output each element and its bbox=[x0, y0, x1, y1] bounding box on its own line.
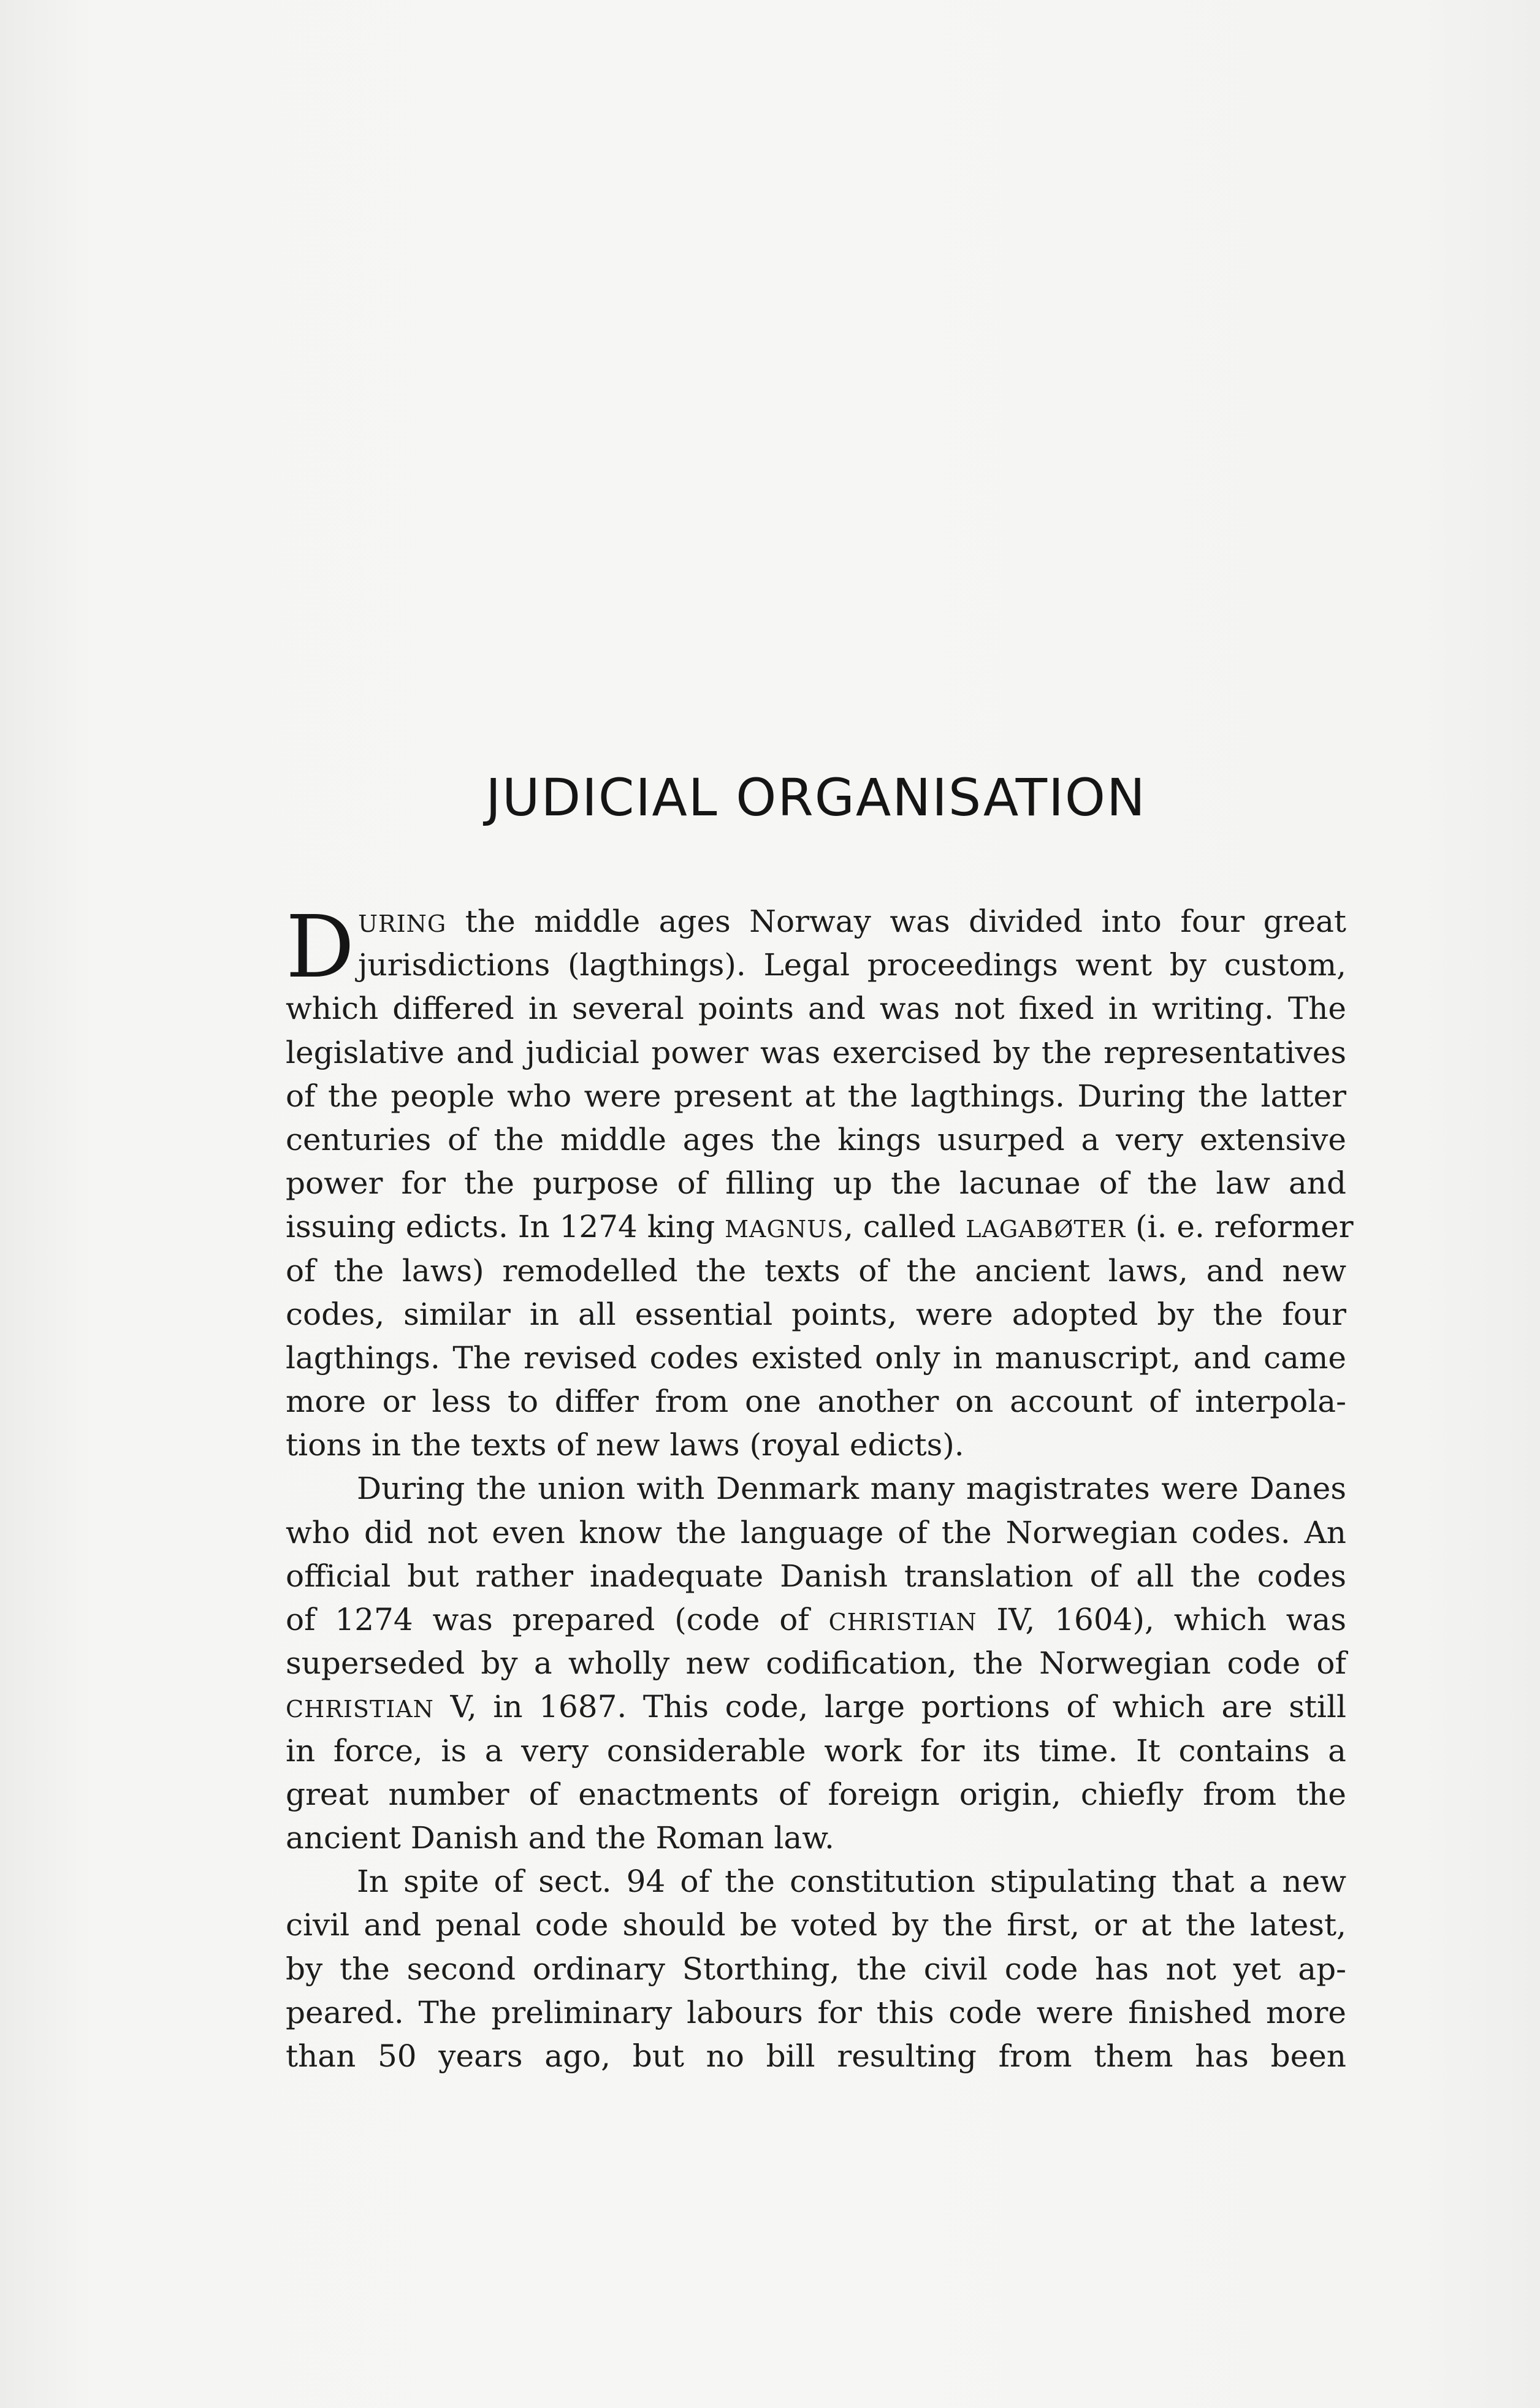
text-run: In spite of sect. 94 of the constitution stipulating that a new bbox=[357, 1864, 1346, 1900]
text-run: power for the purpose of filling up the lacunae of the law and bbox=[286, 1165, 1346, 1202]
small-caps-text: CHRISTIAN bbox=[286, 1696, 434, 1723]
text-run: official but rather inadequate Danish translation of all the codes bbox=[286, 1558, 1346, 1594]
text-run: great number of enactments of foreign origin, chiefly from the bbox=[286, 1776, 1346, 1812]
text-run: ancient Danish and the Roman law. bbox=[286, 1819, 834, 1856]
text-line bbox=[286, 987, 1346, 1031]
text-run: centuries of the middle ages the kings usurped a very extensive bbox=[286, 1121, 1346, 1157]
text-run: which differed in several points and was not fixed in writing. The bbox=[286, 991, 1346, 1027]
text-line bbox=[286, 1685, 1346, 1729]
text-line bbox=[286, 1729, 1346, 1773]
text-line bbox=[286, 1467, 1346, 1511]
text-run: issuing edicts. In 1274 king bbox=[286, 1209, 725, 1245]
text-line bbox=[286, 1773, 1346, 1816]
text-line bbox=[286, 1075, 1346, 1118]
text-line bbox=[286, 1991, 1346, 2035]
text-run: in force, is a very considerable work for its time. It contains a bbox=[286, 1732, 1346, 1769]
text-run: more or less to differ from one another on account of interpola- bbox=[286, 1384, 1346, 1420]
text-line bbox=[286, 1205, 1354, 1249]
small-caps-text: CHRISTIAN bbox=[828, 1609, 977, 1636]
text-line bbox=[286, 1555, 1346, 1598]
text-line bbox=[286, 1423, 1346, 1467]
text-run: lagthings. The revised codes existed only in manuscript, and came bbox=[286, 1339, 1346, 1376]
text-line bbox=[286, 1249, 1346, 1293]
body-text bbox=[286, 897, 1354, 2078]
text-line bbox=[286, 1860, 1346, 1903]
paragraph-2 bbox=[286, 1467, 1346, 1860]
drop-cap: D bbox=[286, 897, 355, 997]
paragraph-3 bbox=[286, 1860, 1346, 2078]
text-run: jurisdictions (lagthings). Legal proceedings went by custom, bbox=[358, 947, 1346, 983]
text-line bbox=[286, 2035, 1346, 2078]
text-line bbox=[286, 1948, 1346, 1991]
text-run: who did not even know the language of the Norwegian codes. An bbox=[286, 1514, 1346, 1550]
text-run: codes, similar in all essential points, were adopted by the four bbox=[286, 1296, 1346, 1332]
text-run: legislative and judicial power was exercised by the representatives bbox=[286, 1034, 1346, 1070]
text-run: During the union with Denmark many magistrates were Danes bbox=[357, 1471, 1346, 1507]
text-line bbox=[286, 1642, 1346, 1685]
small-caps-text: URING bbox=[358, 910, 447, 937]
paragraphs bbox=[286, 897, 1354, 2078]
page-title: JUDICIAL ORGANISATION bbox=[486, 768, 1146, 828]
text-run: (i. e. reformer bbox=[1126, 1209, 1354, 1245]
text-run: of the laws) remodelled the texts of the ancient laws, and new bbox=[286, 1252, 1346, 1289]
small-caps-text: MAGNUS bbox=[725, 1216, 844, 1243]
text-run: IV, 1604), which was bbox=[977, 1602, 1346, 1637]
text-run: than 50 years ago, but no bill resulting from them has been bbox=[286, 2038, 1346, 2074]
text-run: V, in 1687. This code, large portions of which are still bbox=[433, 1689, 1346, 1725]
text-run: of 1274 was prepared (code of bbox=[286, 1602, 829, 1637]
text-line bbox=[286, 1903, 1346, 1947]
small-caps-text: LAGABØTER bbox=[966, 1216, 1126, 1243]
text-line bbox=[286, 1336, 1346, 1380]
text-line bbox=[286, 1293, 1346, 1336]
text-run: of the people who were present at the lagthings. During the latter bbox=[286, 1078, 1346, 1114]
text-run: peared. The preliminary labours for this code were finished more bbox=[286, 1994, 1346, 2030]
text-line bbox=[286, 1511, 1346, 1555]
text-line bbox=[286, 1118, 1346, 1162]
text-line bbox=[286, 1816, 1346, 1860]
text-line bbox=[286, 1031, 1346, 1075]
text-line bbox=[286, 1380, 1346, 1423]
text-run: civil and penal code should be voted by the first, or at the latest, bbox=[286, 1907, 1346, 1943]
text-run: the middle ages Norway was divided into four great bbox=[446, 904, 1346, 939]
text-run: superseded by a wholly new codification, the Norwegian code of bbox=[286, 1645, 1346, 1682]
text-line bbox=[286, 900, 1346, 943]
text-line bbox=[286, 943, 1346, 987]
text-line bbox=[286, 1162, 1346, 1205]
paragraph-1 bbox=[286, 897, 1354, 1467]
text-line bbox=[286, 1598, 1346, 1642]
text-run: , called bbox=[844, 1209, 966, 1245]
text-run: by the second ordinary Storthing, the civil code has not yet ap- bbox=[286, 1951, 1346, 1987]
text-run: tions in the texts of new laws (royal edicts). bbox=[286, 1427, 964, 1463]
